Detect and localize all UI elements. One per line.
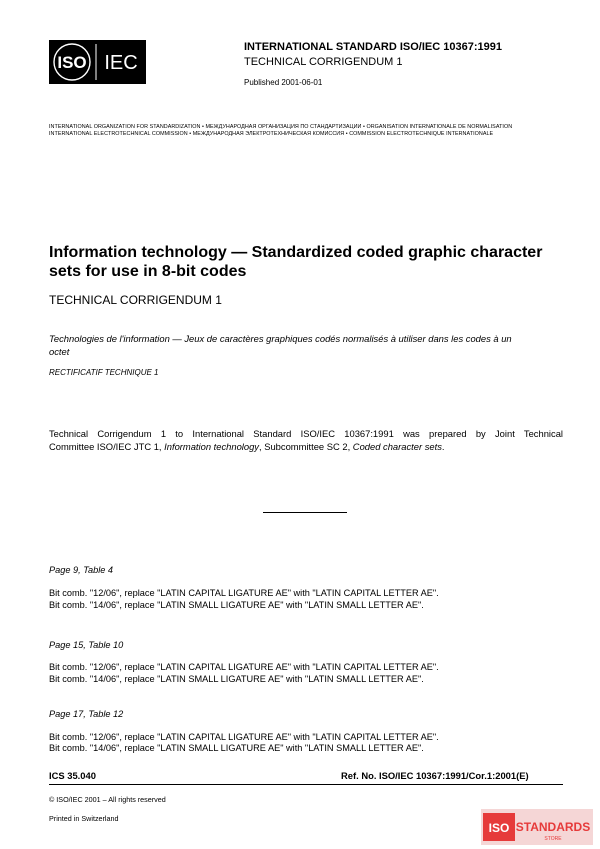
intro-paragraph [49,427,563,453]
copyright-notice: © ISO/IEC 2001 – All rights reserved [49,795,166,804]
standard-title: INTERNATIONAL STANDARD ISO/IEC 10367:1991 [244,41,502,53]
reference-number: Ref. No. ISO/IEC 10367:1991/Cor.1:2001(E) [341,770,529,781]
organizations-line-2: INTERNATIONAL ELECTROTECHNICAL COMMISSION • МЕЖДУНАРОДНАЯ ЭЛЕКТРОТЕХНИЧЕСКАЯ КОМИССИЯ • COMMISSION ELECTROTECHNIQUE INTERNATIONALE [49,131,494,137]
badge-store-text: STORE [544,836,562,842]
iso-iec-logo [49,40,146,84]
correction-line: Bit comb. "12/06", replace "LATIN CAPITAL LIGATURE AE" with "LATIN CAPITAL LETTER AE". [49,732,439,742]
technical-corrigendum-label: TECHNICAL CORRIGENDUM 1 [49,293,222,307]
iso-standards-store-badge [481,809,593,845]
french-corrigendum-label: RECTIFICATIF TECHNIQUE 1 [49,368,159,377]
correction-line: Bit comb. "14/06", replace "LATIN SMALL LIGATURE AE" with "LATIN SMALL LETTER AE". [49,674,424,684]
footer-rule [49,784,563,785]
correction-line: Bit comb. "12/06", replace "LATIN CAPITAL LIGATURE AE" with "LATIN CAPITAL LETTER AE". [49,588,439,598]
correction-line: Bit comb. "14/06", replace "LATIN SMALL LIGATURE AE" with "LATIN SMALL LETTER AE". [49,600,424,610]
correction-heading: Page 17, Table 12 [49,709,124,719]
ics-code: ICS 35.040 [49,770,96,781]
iec-logo-text: IEC [104,52,138,74]
intro-line-1: Technical Corrigendum 1 to International Standard ISO/IEC 10367:1991 was prepared by Joint Technical [49,428,563,439]
french-title-line-2: octet [49,346,70,357]
section-divider [263,512,347,513]
intro-line-2: Committee ISO/IEC JTC 1, Information technology, Subcommittee SC 2, Coded character sets. [49,441,445,452]
badge-iso-text: ISO [488,821,510,835]
organizations-line-1: INTERNATIONAL ORGANIZATION FOR STANDARDIZATION • МЕЖДУНАРОДНАЯ ОРГАНИЗАЦИЯ ПО СТАНДАРТИЗАЦИИ • ORGANISATION INTERNATIONALE DE NORMALISATION [49,124,513,130]
document-title-line-2: sets for use in 8-bit codes [49,263,247,280]
french-title [49,332,564,358]
badge-standards-text: STANDARDS [515,820,591,834]
printed-location: Printed in Switzerland [49,814,119,823]
french-title-line-1: Technologies de l'information — Jeux de caractères graphiques codés normalisés à utiliser dans les codes à un [49,333,512,344]
document-title [49,243,569,281]
iso-logo-text: ISO [57,53,87,72]
correction-heading: Page 15, Table 10 [49,640,124,650]
document-title-line-1: Information technology — Standardized coded graphic character [49,244,543,261]
correction-heading: Page 9, Table 4 [49,565,114,575]
correction-line: Bit comb. "14/06", replace "LATIN SMALL LIGATURE AE" with "LATIN SMALL LETTER AE". [49,743,424,753]
published-date: Published 2001-06-01 [244,78,323,87]
header-corrigendum: TECHNICAL CORRIGENDUM 1 [244,56,403,68]
correction-line: Bit comb. "12/06", replace "LATIN CAPITAL LIGATURE AE" with "LATIN CAPITAL LETTER AE". [49,662,439,672]
